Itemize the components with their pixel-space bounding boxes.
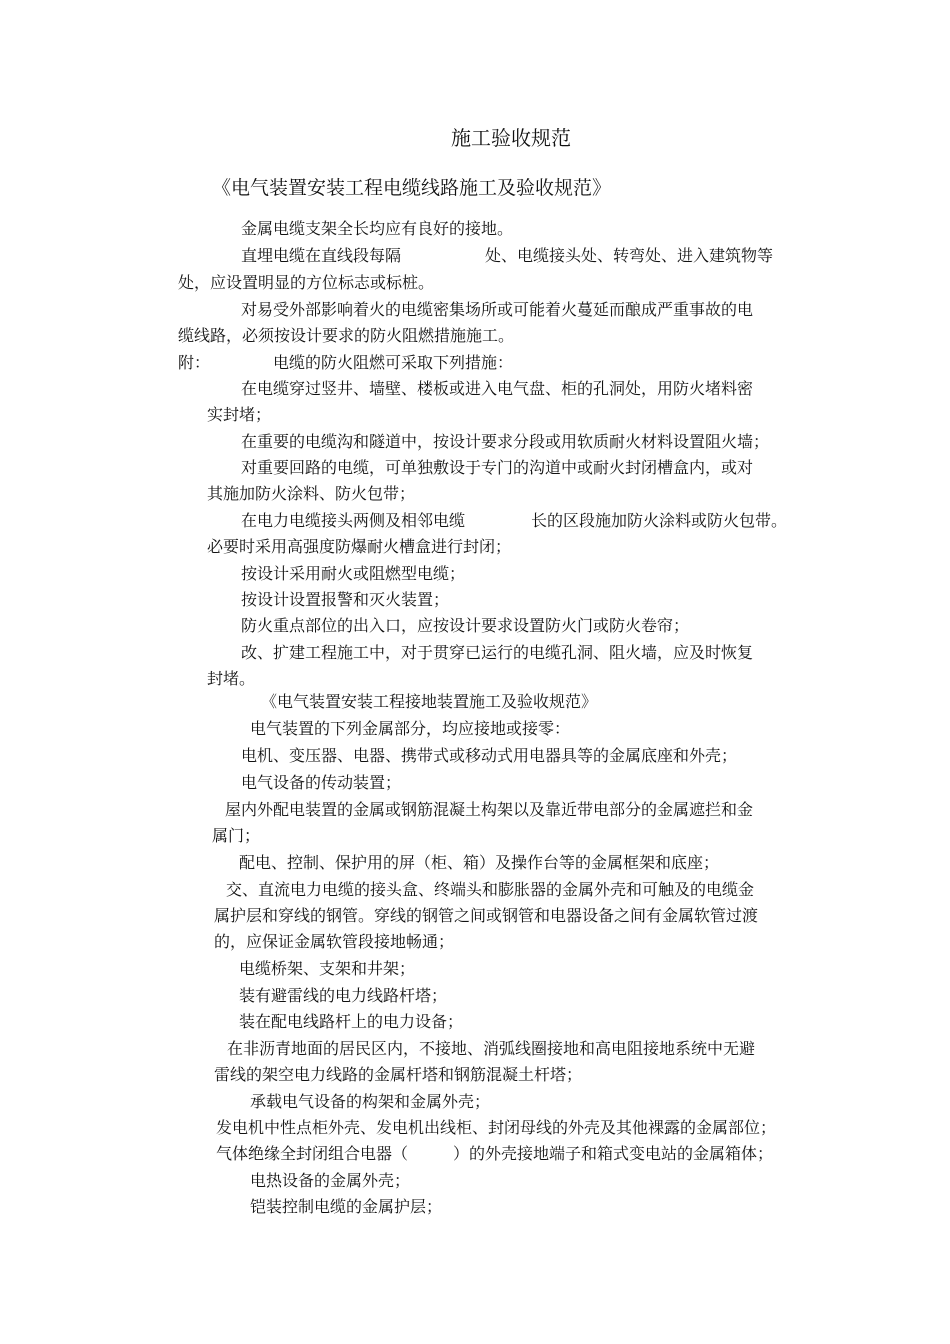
grounding-item: 交、直流电力电缆的接头盒、终端头和膨胀器的金属外壳和可触及的电缆金 [226,880,755,899]
measure-item: 改、扩建工程施工中，对于贯穿已运行的电缆孔洞、阻火墙，应及时恢复 [241,643,754,662]
measure-item: 防火重点部位的出入口，应按设计要求设置防火门或防火卷帘； [241,616,690,635]
measure-item: 在电缆穿过竖井、墙壁、楼板或进入电气盘、柜的孔洞处，用防火堵料密 [241,379,754,398]
grounding-item: 屋内外配电装置的金属或钢筋混凝土构架以及靠近带电部分的金属遮拦和金 [225,800,754,819]
appendix-text: 电缆的防火阻燃可采取下列措施： [273,353,514,372]
paragraph: 直埋电缆在直线段每隔 [241,246,402,265]
measure-item: 长的区段施加防火涂料或防火包带。 [531,511,788,530]
grounding-item: 装在配电线路杆上的电力设备； [239,1012,464,1031]
measure-item: 其施加防火涂料、防火包带； [207,484,416,503]
grounding-item: 电机、变压器、电器、携带式或移动式用电器具等的金属底座和外壳； [241,746,738,765]
measure-item: 实封堵； [207,405,272,424]
measure-item: 在重要的电缆沟和隧道中，按设计要求分段或用软质耐火材料设置阻火墙； [241,432,770,451]
section-title-cable: 《电气装置安装工程电缆线路施工及验收规范》 [212,177,612,199]
paragraph: 对易受外部影响着火的电缆密集场所或可能着火蔓延而酿成严重事故的电 [241,300,754,319]
grounding-item: 发电机中性点柜外壳、发电机出线柜、封闭母线的外壳及其他裸露的金属部位； [216,1118,777,1137]
page-title: 施工验收规范 [451,126,571,150]
paragraph: 处，应设置明显的方位标志或标桩。 [178,273,435,292]
grounding-item: 雷线的架空电力线路的金属杆塔和钢筋混凝土杆塔； [214,1065,583,1084]
measure-item: 必要时采用高强度防爆耐火槽盒进行封闭； [207,537,512,556]
grounding-item: 电热设备的金属外壳； [250,1171,411,1190]
grounding-item: 装有避雷线的电力线路杆塔； [239,986,448,1005]
paragraph: 处、电缆接头处、转弯处、进入建筑物等 [485,246,774,265]
measure-item: 按设计采用耐火或阻燃型电缆； [241,564,466,583]
paragraph: 金属电缆支架全长均应有良好的接地。 [241,219,514,238]
appendix-label: 附： [178,353,211,372]
grounding-item: 铠装控制电缆的金属护层； [250,1197,443,1216]
grounding-item: 配电、控制、保护用的屏（柜、箱）及操作台等的金属框架和底座； [239,853,720,872]
grounding-item: 的，应保证金属软管段接地畅通； [214,932,455,951]
paragraph: 缆线路，必须按设计要求的防火阻燃措施施工。 [178,326,515,345]
grounding-item: 属门； [212,826,261,845]
grounding-item: 电缆桥架、支架和井架； [239,959,416,978]
grounding-item: 承载电气设备的构架和金属外壳； [250,1092,491,1111]
grounding-item: 电气设备的传动装置； [241,773,402,792]
measure-item: 在电力电缆接头两侧及相邻电缆 [241,511,466,530]
grounding-item: ）的外壳接地端子和箱式变电站的金属箱体； [453,1144,774,1163]
grounding-item: 在非沥青地面的居民区内，不接地、消弧线圈接地和高电阻接地系统中无避 [227,1039,756,1058]
measure-item: 封堵。 [207,669,256,688]
measure-item: 按设计设置报警和灭火装置； [241,590,450,609]
grounding-item: 属护层和穿线的钢管。穿线的钢管之间或钢管和电器设备之间有金属软管过渡 [214,906,759,925]
grounding-item: 气体绝缘全封闭组合电器（ [216,1144,409,1163]
measure-item: 对重要回路的电缆，可单独敷设于专门的沟道中或耐火封闭槽盒内，或对 [241,458,754,477]
grounding-item: 电气装置的下列金属部分，均应接地或接零： [250,719,571,738]
section-title-grounding: 《电气装置安装工程接地装置施工及验收规范》 [261,692,598,711]
